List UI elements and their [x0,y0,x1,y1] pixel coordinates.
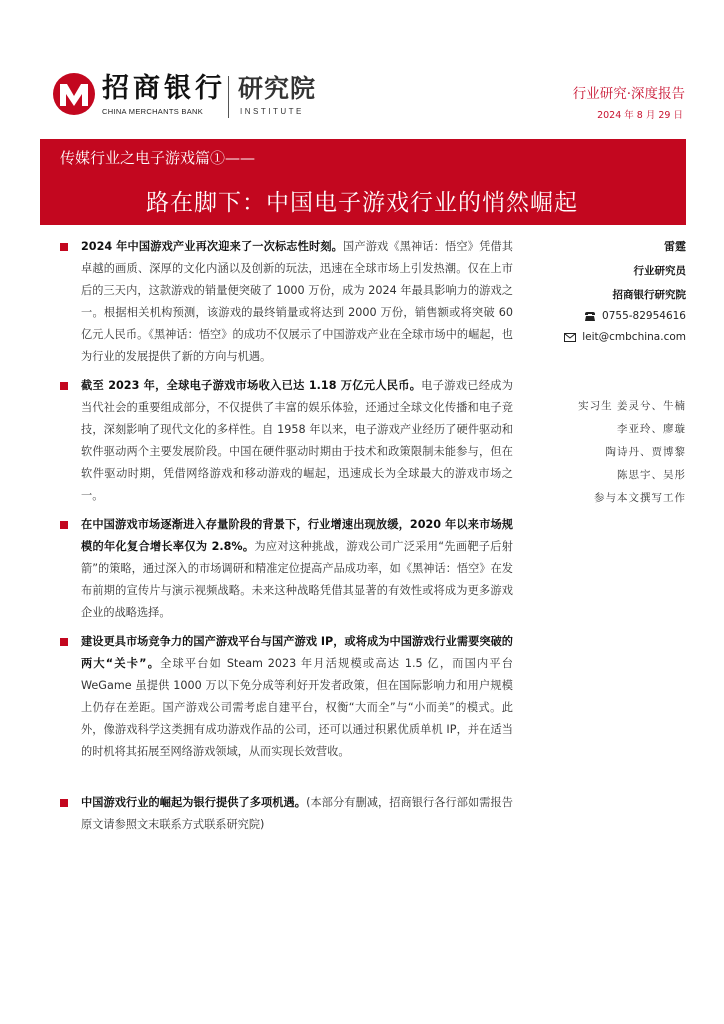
header-divider [228,76,229,118]
section-bullet [60,243,68,251]
phone-contact [584,310,686,322]
section-bullet [60,521,68,529]
contributors-line: 实习生 姜灵兮、牛楠 [578,400,686,412]
contributors-line: 陶诗丹、贾博黎 [605,446,686,458]
paragraph-body: 国产游戏《黑神话：悟空》凭借其卓越的画质、深厚的文化内涵以及创新的玩法，迅速在全球市场上引发热潮。仅在上市后的三天内，这款游戏的销量便突破了 1000 万份，成为 2024 年最具影响力的游戏之一。根据相关机构预测，该游戏的最终销量或将达到 2000 万份，销售额或将突破 60 亿元人民币。《黑神话：悟空》的成功不仅展示了中国游戏产业在全球市场中的崛起，也为行业的发展提供了新的方向与机遇。 [81,240,513,363]
institute-name-en: INSTITUTE [240,107,304,116]
paragraph-lead: 2024 年中国游戏产业再次迎来了一次标志性时刻。 [81,240,344,253]
summary-paragraph [81,514,513,624]
paragraph-lead: 截至 2023 年，全球电子游戏市场收入已达 1.18 万亿元人民币。 [81,379,422,392]
section-bullet [60,799,68,807]
paragraph-lead: 建设更具市场竞争力的国产游戏平台与国产游戏 IP，或将成为中国游戏行业需要突破的两大“关卡”。 [81,635,513,670]
report-title: 路在脚下：中国电子游戏行业的悄然崛起 [146,190,578,216]
analyst-role: 行业研究员 [633,265,686,277]
email-icon [564,332,576,343]
analyst-name: 雷霆 [664,240,686,253]
summary-paragraph [81,236,513,368]
analyst-org: 招商银行研究院 [612,289,686,301]
bank-name-en: CHINA MERCHANTS BANK [102,107,204,116]
cmb-logo-icon [52,72,96,116]
paragraph-lead: 在中国游戏市场逐渐进入存量阶段的背景下，行业增速出现放缓，2020 年以来市场规模的年化复合增长率仅为 2.8%。 [81,518,513,553]
paragraph-body: 全球平台如 Steam 2023 年月活规模或高达 1.5 亿，而国内平台 WeGame 虽提供 1000 万以下免分成等利好开发者政策，但在国际影响力和用户规模上仍存在差距。国产游戏公司需考虑自建平台，权衡“大而全”与“小而美”的模式。此外，像游戏科学这类拥有成功游戏作品的公司，还可以通过积累优质单机 IP，并在适当的时机将其拓展至网络游戏领域，从而实现长效营收。 [81,657,513,758]
section-bullet [60,382,68,390]
email-contact [564,331,686,343]
section-bullet [60,638,68,646]
summary-paragraph [81,792,513,836]
contributors-line: 参与本文撰写工作 [594,492,686,504]
series-title: 传媒行业之电子游戏篇①—— [60,149,256,167]
contributors-line: 陈思宇、吴彤 [617,469,686,481]
paragraph-body: 电子游戏已经成为当代社会的重要组成部分，不仅提供了丰富的娱乐体验，还通过全球文化传播和电子竞技，深刻影响了现代文化的多样性。自 1958 年以来，电子游戏产业经历了硬件驱动和软件驱动两个主要发展阶段。中国在硬件驱动时期由于技术和政策限制未能参与，但在软件驱动时期，凭借网络游戏和移动游戏的崛起，迅速成长为全球最大的游戏市场之一。 [81,379,513,502]
report-date: 2024 年 8 月 29 日 [597,110,683,121]
bank-name: 招商银行 [102,73,226,104]
paragraph-lead: 中国游戏行业的崛起为银行提供了多项机遇。 [81,796,307,809]
summary-paragraph [81,631,513,763]
email-address: leit@cmbchina.com [582,331,686,343]
phone-icon [584,311,596,322]
institute-name: 研究院 [238,74,317,103]
report-type: 行业研究·深度报告 [572,86,685,102]
contributors-line: 李亚玲、廖璇 [617,423,686,435]
paragraph-body: 为应对这种挑战，游戏公司广泛采用“先画靶子后射箭”的策略，通过深入的市场调研和精准定位提高产品成功率，如《黑神话：悟空》在发布前期的宣传片与演示视频战略。未来这种战略凭借其显著的有效性或将成为更多游戏企业的战略选择。 [81,540,513,619]
paragraph-body: (本部分有删减，招商银行各行部如需报告原文请参照文末联系方式联系研究院) [81,796,513,831]
summary-paragraph [81,375,513,507]
phone-number: 0755-82954616 [602,310,686,322]
